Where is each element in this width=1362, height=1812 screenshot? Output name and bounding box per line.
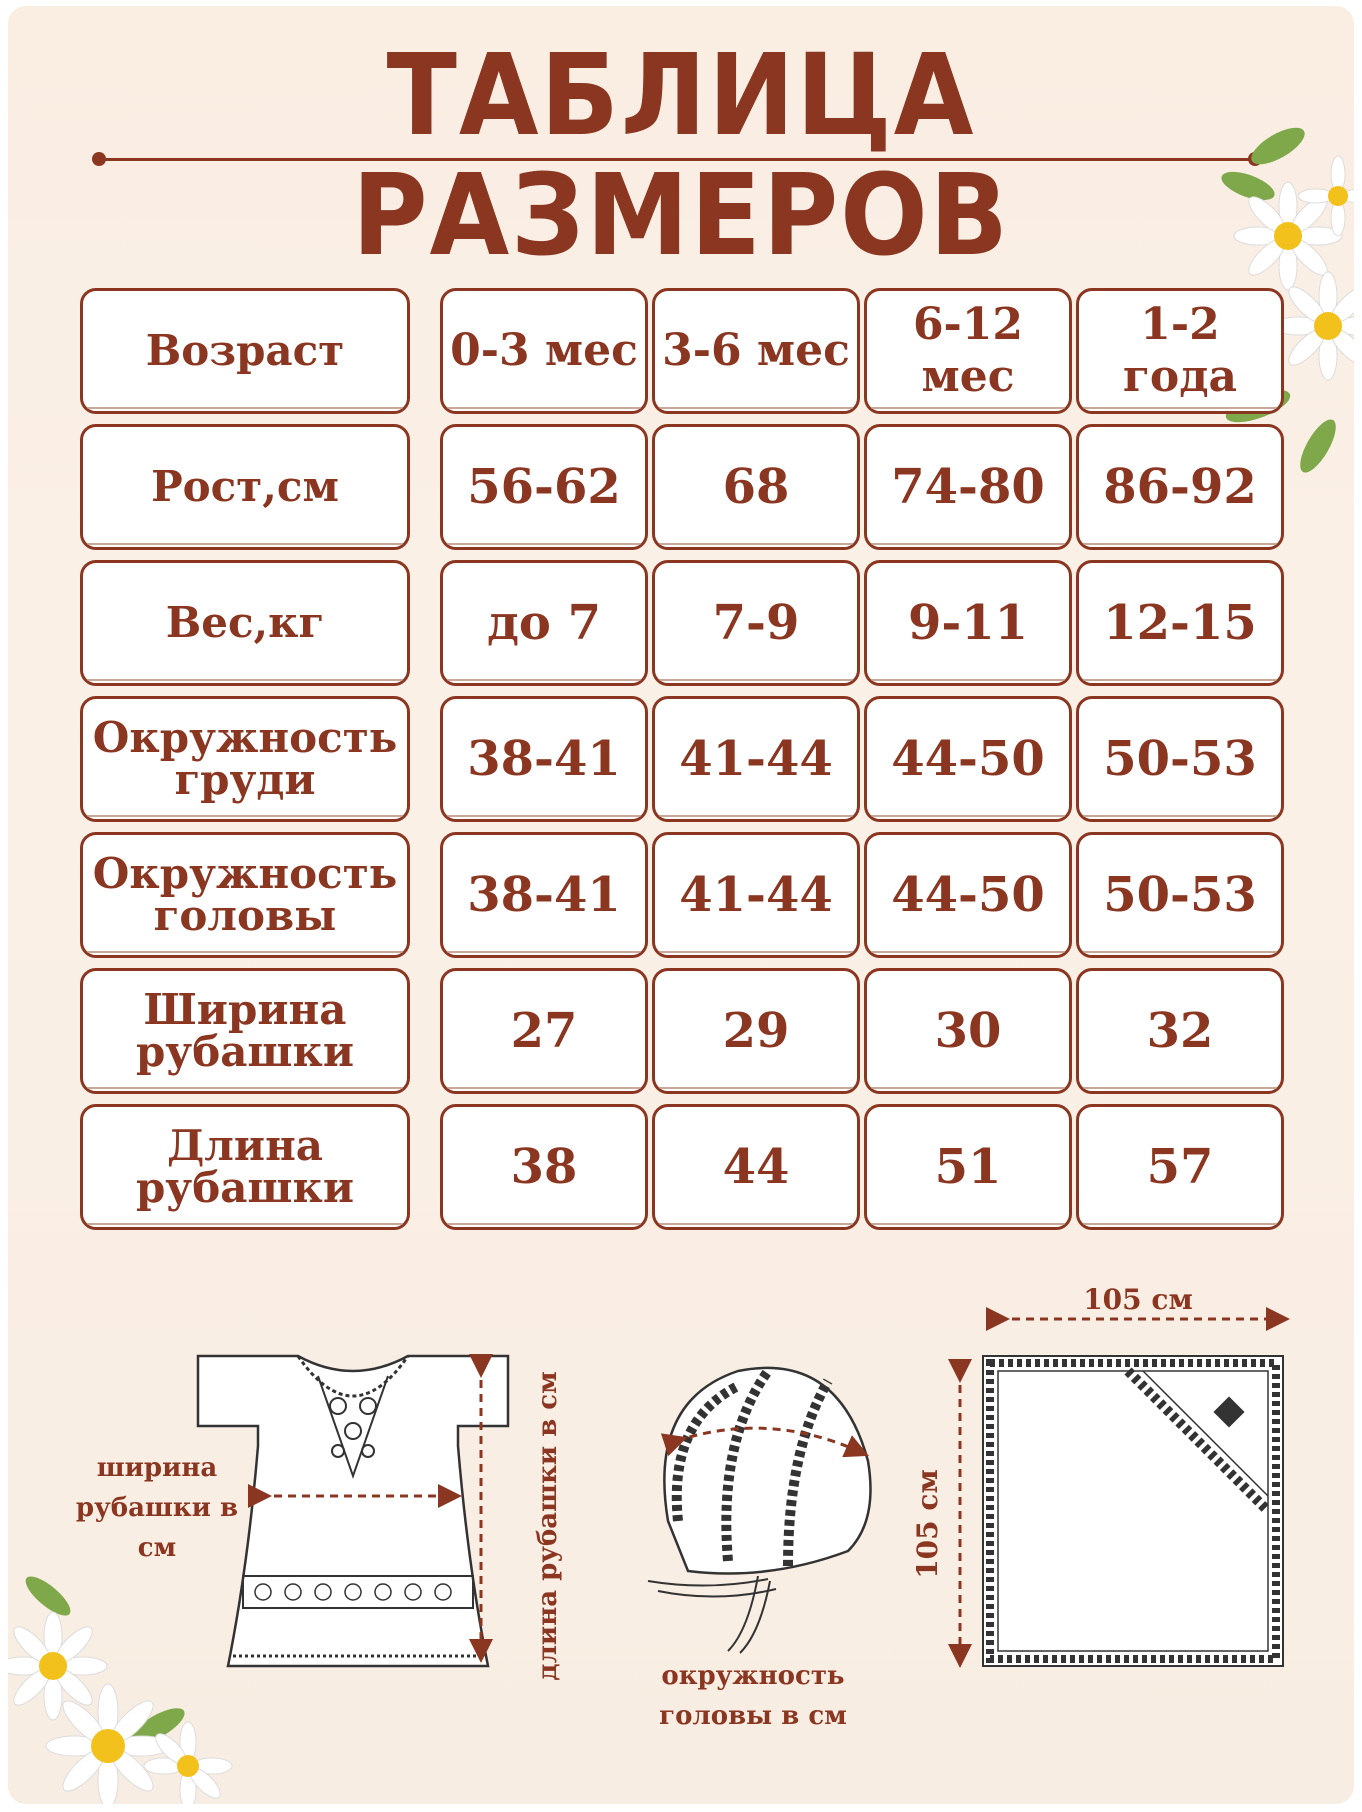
table-cell: 68 <box>652 424 860 550</box>
table-cell: 44-50 <box>864 832 1072 958</box>
table-cell: 38 <box>440 1104 648 1230</box>
header-age-col-1: 0-3 мес <box>440 288 648 414</box>
table-cell: 56-62 <box>440 424 648 550</box>
towel-diagram <box>938 1296 1308 1696</box>
shirt-width-caption: ширина рубашки в см <box>75 1453 239 1563</box>
table-cell: 74-80 <box>864 424 1072 550</box>
table-cell: 86-92 <box>1076 424 1284 550</box>
table-cell: 44-50 <box>864 696 1072 822</box>
header-age-col-3: 6-12 мес <box>864 288 1072 414</box>
row-label-height: Рост,см <box>80 424 410 550</box>
divider-dot-left <box>92 152 106 166</box>
bonnet-diagram <box>608 1341 898 1661</box>
size-chart-card <box>8 6 1354 1804</box>
table-cell: 50-53 <box>1076 696 1284 822</box>
shirt-length-caption: длина рубашки в см <box>533 1371 563 1681</box>
row-label-weight: Вес,кг <box>80 560 410 686</box>
table-cell: 41-44 <box>652 832 860 958</box>
table-cell: 57 <box>1076 1104 1284 1230</box>
row-label-shirt-width: Ширина рубашки <box>80 968 410 1094</box>
table-cell: 27 <box>440 968 648 1094</box>
row-label-chest: Окружность груди <box>80 696 410 822</box>
towel-height-caption: 105 см <box>911 1469 944 1579</box>
table-cell: 50-53 <box>1076 832 1284 958</box>
table-cell: 51 <box>864 1104 1072 1230</box>
table-cell: до 7 <box>440 560 648 686</box>
table-cell: 7-9 <box>652 560 860 686</box>
header-age-col-4: 1-2 года <box>1076 288 1284 414</box>
row-label-shirt-length: Длина рубашки <box>80 1104 410 1230</box>
row-label-head: Окружность головы <box>80 832 410 958</box>
table-cell: 9-11 <box>864 560 1072 686</box>
header-label-age: Возраст <box>80 288 410 414</box>
table-cell: 38-41 <box>440 696 648 822</box>
table-cell: 44 <box>652 1104 860 1230</box>
table-cell: 41-44 <box>652 696 860 822</box>
title-divider <box>98 158 1258 161</box>
table-cell: 30 <box>864 968 1072 1094</box>
table-cell: 12-15 <box>1076 560 1284 686</box>
page-title: ТАБЛИЦА РАЗМЕРОВ <box>352 31 1010 281</box>
head-circ-caption: окружность головы в см <box>659 1661 847 1731</box>
table-cell: 29 <box>652 968 860 1094</box>
table-cell: 32 <box>1076 968 1284 1094</box>
header-age-col-2: 3-6 мес <box>652 288 860 414</box>
table-cell: 38-41 <box>440 832 648 958</box>
towel-width-caption: 105 см <box>1083 1283 1193 1316</box>
